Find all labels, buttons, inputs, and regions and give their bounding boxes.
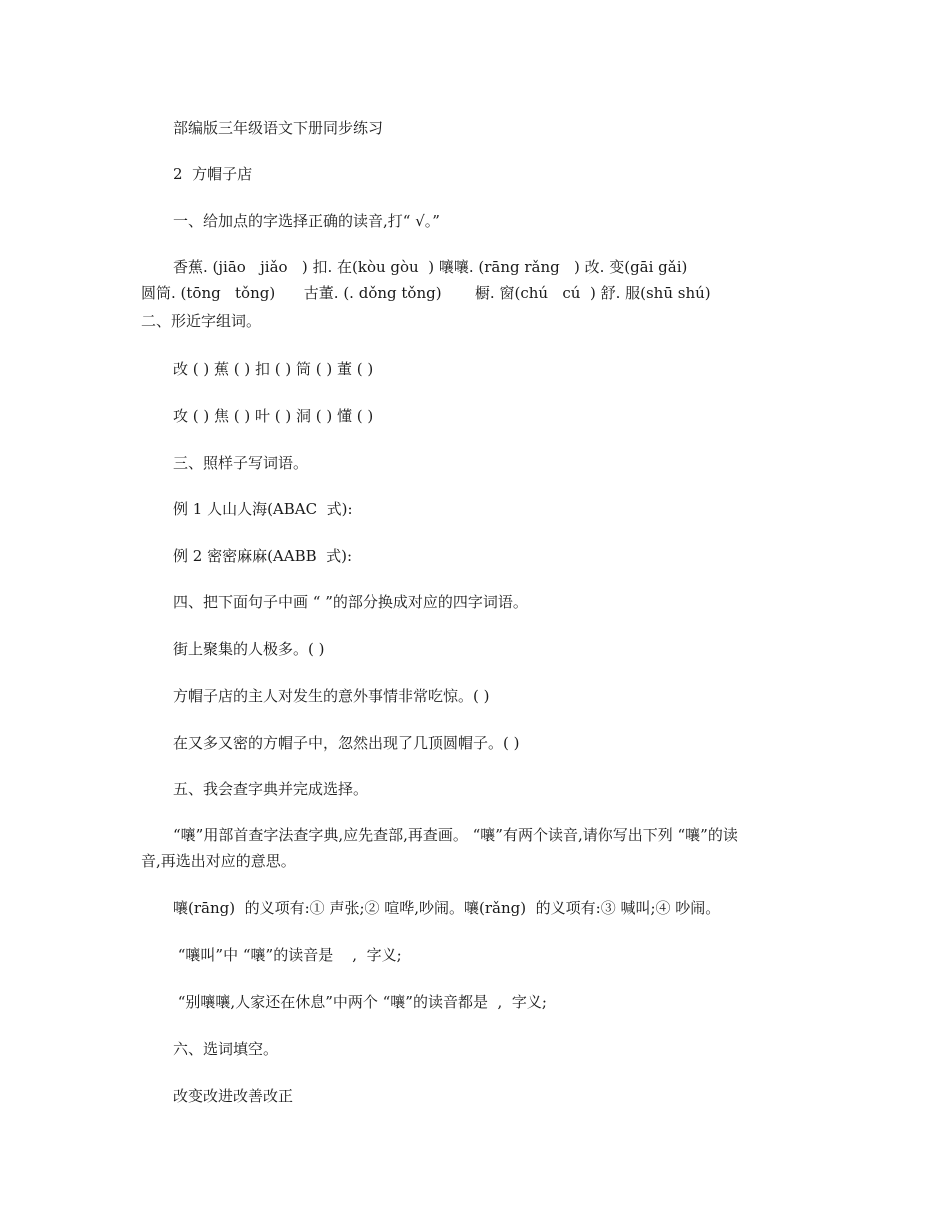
q2-heading: 二、形近字组词。 [141, 312, 262, 330]
lesson-title: 2 方帽子店 [173, 165, 253, 183]
q4-heading: 四、把下面句子中画 “ ”的部分换成对应的四字词语。 [173, 593, 528, 611]
q5-intro-line-2: 音,再选出对应的意思。 [141, 852, 296, 870]
q5-meanings: 嚷(rāng) 的义项有:① 声张;② 喧哗,吵闹。嚷(rǎng) 的义项有:③ 喊叫;④ 吵闹。 [173, 899, 721, 917]
q1-line-1: 香蕉. (jiāo jiǎo ) 扣. 在(kòu gòu ) 嚷嚷. (rāng rǎng ) 改. 变(gāi gǎi) [173, 258, 688, 276]
q3-heading: 三、照样子写词语。 [173, 454, 309, 472]
q5-answer-1: “嚷叫”中 “嚷”的读音是 , 字义; [173, 946, 402, 964]
q4-sentence-2: 方帽子店的主人对发生的意外事情非常吃惊。( ) [173, 687, 490, 705]
q5-heading: 五、我会查字典并完成选择。 [173, 780, 369, 798]
q1-line-2: 圆筒. (tōng tǒng) 古董. (. dǒng tǒng) 橱. 窗(chú cú ) 舒. 服(shū shú) [141, 284, 711, 302]
q4-sentence-1: 街上聚集的人极多。( ) [173, 640, 325, 658]
document-title: 部编版三年级语文下册同步练习 [173, 119, 384, 137]
q2-row-2: 攻 ( ) 焦 ( ) 叶 ( ) 洞 ( ) 懂 ( ) [173, 407, 374, 425]
q5-intro-line-1: “嚷”用部首查字法查字典,应先查部,再查画。 “嚷”有两个读音,请你写出下列 “嚷”的读 [173, 826, 738, 844]
q3-example-1: 例 1 人山人海(ABAC 式): [173, 500, 353, 518]
q2-row-1: 改 ( ) 蕉 ( ) 扣 ( ) 筒 ( ) 董 ( ) [173, 360, 374, 378]
q4-sentence-3: 在又多又密的方帽子中，忽然出现了几顶圆帽子。( ) [173, 734, 520, 752]
q1-heading: 一、给加点的字选择正确的读音,打“ √。” [173, 212, 440, 230]
q6-word-choices: 改变改进改善改正 [173, 1087, 294, 1105]
q3-example-2: 例 2 密密麻麻(AABB 式): [173, 547, 353, 565]
q5-answer-2: “别嚷嚷,人家还在休息”中两个 “嚷”的读音都是 , 字义; [173, 993, 547, 1011]
q6-heading: 六、选词填空。 [173, 1040, 279, 1058]
